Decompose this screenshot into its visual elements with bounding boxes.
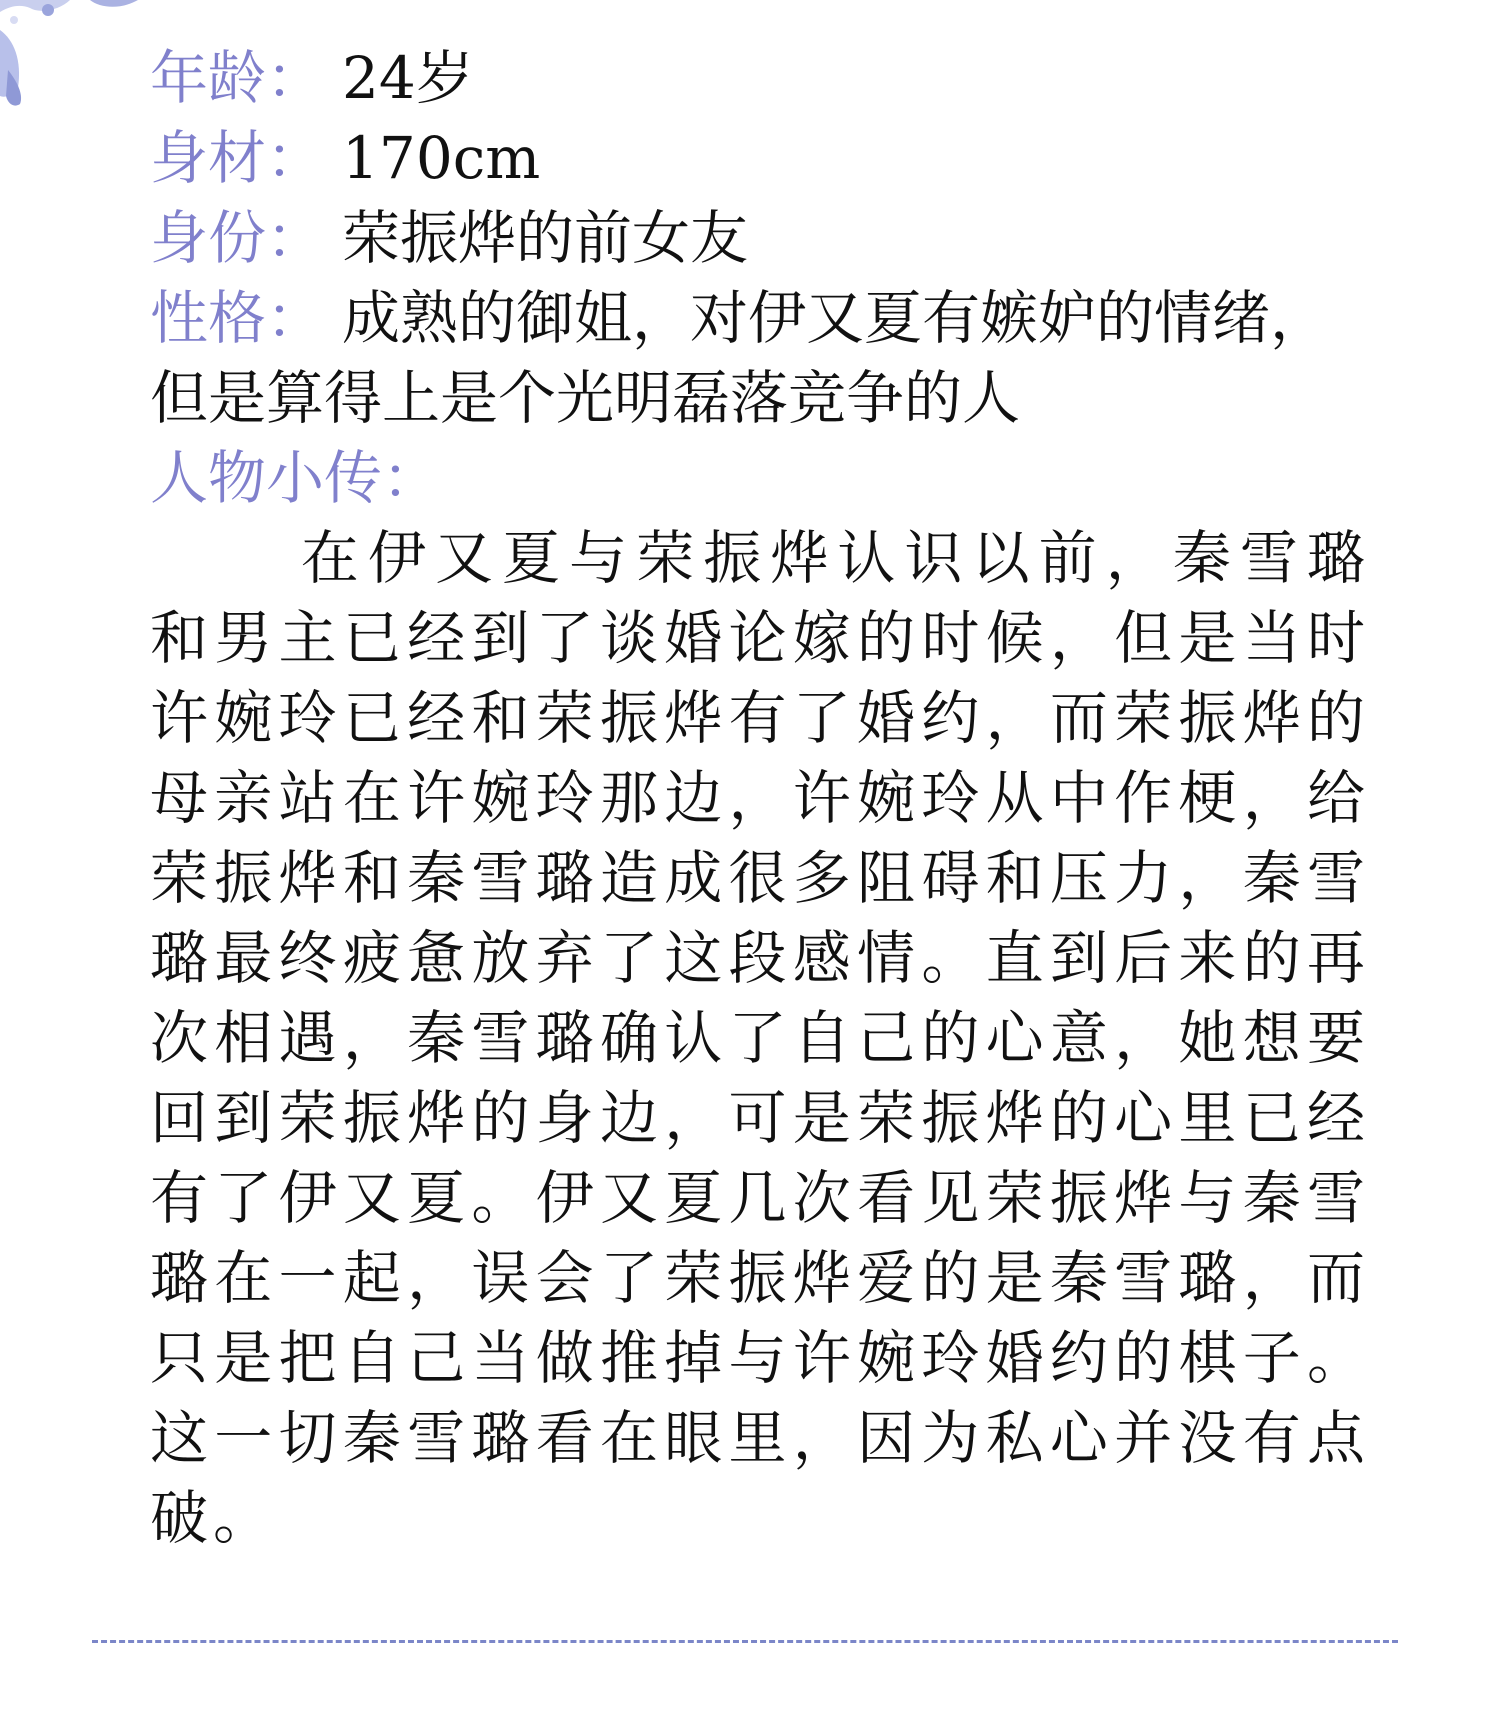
personality-label: 性格：	[150, 284, 325, 352]
height-value: 170cm	[342, 124, 541, 192]
height-label: 身材：	[150, 124, 325, 192]
floral-ornament-icon	[0, 0, 140, 140]
height-row	[150, 118, 1370, 198]
personality-row	[150, 278, 1370, 438]
character-profile	[150, 38, 1370, 1558]
bio-heading: 人物小传：	[150, 444, 441, 512]
bio-text: 在伊又夏与荣振烨认识以前，秦雪璐和男主已经到了谈婚论嫁的时候，但是当时许婉玲已经和荣振烨有了婚约，而荣振烨的母亲站在许婉玲那边，许婉玲从中作梗，给荣振烨和秦雪璐造成很多阻碍和压力，秦雪璐最终疲惫放弃了这段感情。直到后来的再次相遇，秦雪璐确认了自己的心意，她想要回到荣振烨的身边，可是荣振烨的心里已经有了伊又夏。伊又夏几次看见荣振烨与秦雪璐在一起，误会了荣振烨爱的是秦雪璐，而只是把自己当做推掉与许婉玲婚约的棋子。这一切秦雪璐看在眼里，因为私心并没有点破。	[150, 524, 1370, 1552]
age-label: 年龄：	[150, 44, 325, 112]
identity-label: 身份：	[150, 204, 325, 272]
identity-row	[150, 198, 1370, 278]
age-value: 24岁	[342, 44, 474, 112]
dashed-divider	[92, 1640, 1398, 1643]
identity-value: 荣振烨的前女友	[342, 204, 749, 272]
personality-value: 成熟的御姐，对伊又夏有嫉妒的情绪，但是算得上是个光明磊落竞争的人	[150, 284, 1329, 432]
age-row	[150, 38, 1370, 118]
